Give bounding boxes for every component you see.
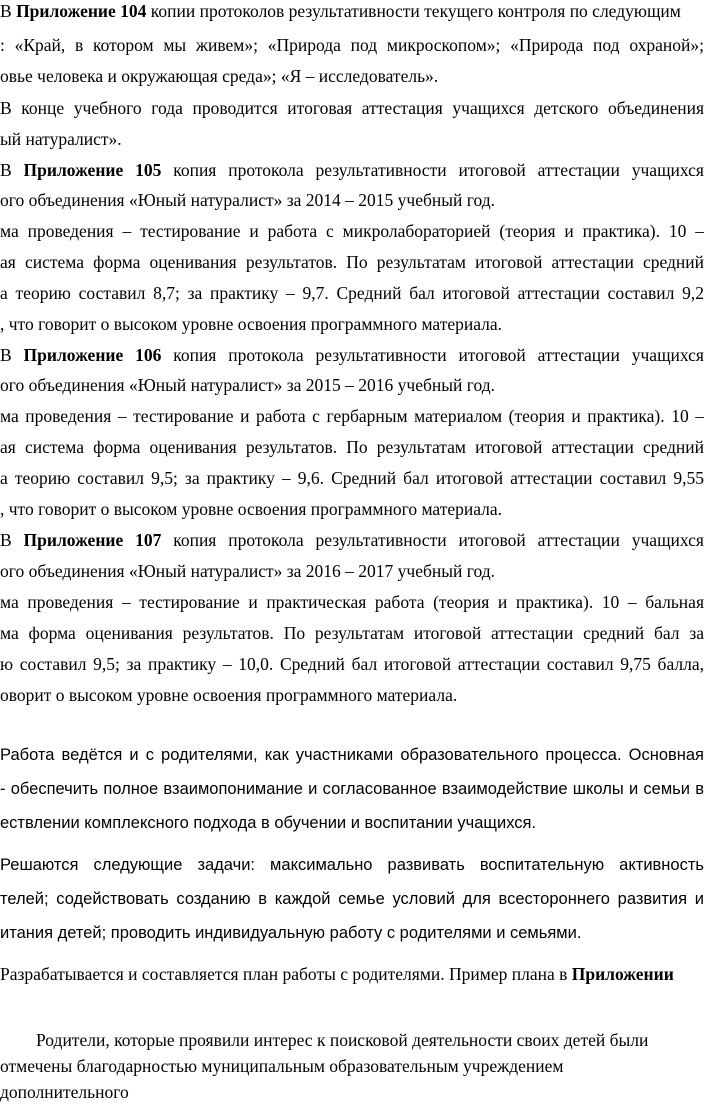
text-line: В Приложение 106 копия протокола результативности итоговой аттестации учащихся	[0, 345, 704, 365]
text-line: Родители, которые проявили интерес к поисковой деятельности своих детей были	[36, 1030, 649, 1050]
text-line: телей; содействовать созданию в каждой семье условий для всестороннего развития и	[0, 890, 704, 908]
text-line: ая система форма оценивания результатов. По результатам итоговой аттестации средний	[0, 437, 704, 457]
text-line: , что говорит о высоком уровне освоения программного материала.	[0, 499, 503, 519]
text-line: Разрабатывается и составляется план работы с родителями. Пример плана в Приложении	[0, 964, 674, 984]
text-line: ого объединения «Юный натуралист» за 2014 – 2015 учебный год.	[0, 190, 496, 210]
text-line: а теорию составил 8,7; за практику – 9,7. Средний бал итоговой аттестации составил 9,2	[0, 283, 704, 303]
text-line: оворит о высоком уровне освоения программного материала.	[0, 685, 458, 705]
text-line: ма проведения – тестирование и практическая работа (теория и практика). 10 – бальная	[0, 592, 704, 612]
text-line: ого объединения «Юный натуралист» за 2015 – 2016 учебный год.	[0, 375, 496, 395]
text-line: ого объединения «Юный натуралист» за 2016 – 2017 учебный год.	[0, 561, 496, 581]
text-line: ая система форма оценивания результатов. По результатам итоговой аттестации средний	[0, 252, 704, 272]
text-line: ма проведения – тестирование и работа с микролабораторией (теория и практика). 10 –	[0, 221, 704, 241]
text-line: , что говорит о высоком уровне освоения программного материала.	[0, 314, 503, 334]
text-line: В Приложение 107 копия протокола результативности итоговой аттестации учащихся	[0, 530, 704, 550]
text-line: Решаются следующие задачи: максимально развивать воспитательную активность	[0, 856, 704, 874]
text-line: отмечены благодарностью муниципальным образовательным учреждением	[0, 1056, 564, 1076]
text-line: - обеспечить полное взаимопонимание и согласованное взаимодействие школы и семьи в	[0, 780, 704, 798]
text-line: ма проведения – тестирование и работа с гербарным материалом (теория и практика). 10 –	[0, 406, 704, 426]
text-line: ю составил 9,5; за практику – 10,0. Средний бал итоговой аттестации составил 9,75 балла,	[0, 654, 704, 674]
text-line: дополнительного	[0, 1082, 129, 1102]
text-line: ествлении комплексного подхода в обучении и воспитании учащихся.	[0, 814, 537, 832]
text-line: ма форма оценивания результатов. По результатам итоговой аттестации средний бал за	[0, 623, 704, 643]
text-line: итания детей; проводить индивидуальную работу с родителями и семьями.	[0, 924, 582, 942]
text-line: ый натуралист».	[0, 129, 122, 149]
text-line: В Приложение 104 копии протоколов результативности текущего контроля по следующим	[0, 1, 681, 21]
text-line: В Приложение 105 копия протокола результативности итоговой аттестации учащихся	[0, 160, 704, 180]
text-line: а теорию составил 9,5; за практику – 9,6. Средний бал итоговой аттестации составил 9,55	[0, 468, 704, 488]
text-line: : «Край, в котором мы живем»; «Природа под микроскопом»; «Природа под охраной»;	[0, 35, 704, 55]
text-line: Работа ведётся и с родителями, как участниками образовательного процесса. Основная	[0, 746, 704, 764]
text-line: В конце учебного года проводится итоговая аттестация учащихся детского объединения	[0, 98, 704, 118]
text-line: овье человека и окружающая среда»; «Я – исследователь».	[0, 66, 439, 86]
